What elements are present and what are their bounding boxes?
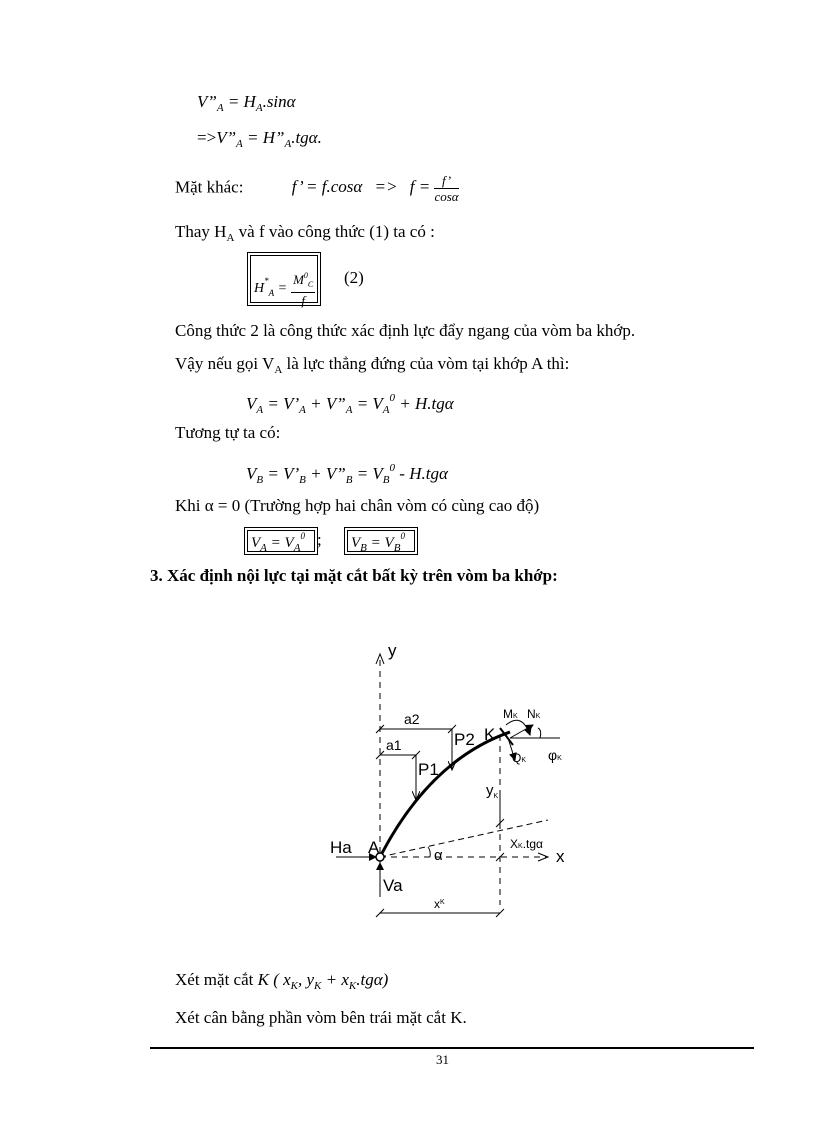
yk-label: $y_K$: [486, 782, 499, 800]
qk-label: QK: [512, 751, 527, 765]
fraction-f: $\frac{f’}{\cos\alpha}$: [434, 173, 459, 204]
text-xet-can-bang: Xét cân bằng phần vòm bên trái mặt cắt K.: [175, 1008, 467, 1027]
xk-label: $x^K$: [434, 897, 445, 911]
k-label: K: [484, 725, 496, 744]
ha-label: Ha: [330, 838, 352, 857]
a2-label: a2: [404, 711, 420, 727]
semicolon: ;: [317, 530, 322, 549]
phik-label: φK: [548, 747, 562, 763]
nk-label: NK: [527, 707, 541, 721]
alpha-label: α: [434, 847, 443, 864]
equation-label-2: (2): [344, 268, 364, 287]
xk-tg-label: XK.tgα: [510, 837, 543, 851]
p1-label: P1: [418, 760, 439, 779]
text-vay: Vậy nếu gọi $V_A$ là lực thẳng đứng của vòm tại khớp A thì:: [175, 354, 570, 376]
mat-khac-line: Mặt khác: f’ = f.cosα => f = $\frac{f’}{\cos\alpha}$: [175, 173, 459, 204]
text-tuong-tu: Tương tự ta có:: [175, 423, 281, 442]
x-axis-label: x: [556, 847, 565, 866]
equation-vb: $V_B$ = $V’_B$ + $V”_B = V_B^0 - H.tg\alpha$: [246, 462, 448, 486]
a1-label: a1: [386, 737, 402, 753]
text-xet-mat-cat: Xét mặt cắt K ( $x_K$, $y_K + x_K.tg\alpha$): [175, 970, 389, 992]
boxed-va: $V_A = V_A^0$: [247, 530, 315, 552]
mat-khac-label: Mặt khác:: [175, 177, 244, 197]
y-axis-label: y: [388, 641, 397, 660]
text-cong-thuc: Công thức 2 là công thức xác định lực đẩy ngang của vòm ba khớp.: [175, 321, 636, 340]
nk-arrow: [510, 725, 533, 738]
section-heading: 3. Xác định nội lực tại mặt cắt bất kỳ trên vòm ba khớp:: [150, 566, 558, 585]
equation-v-double-prime-tg: $=>V”_A$ = $H”_A.tg\alpha$.: [197, 128, 322, 150]
p2-label: P2: [454, 730, 475, 749]
boxed-equation-2: $H^*_A$ = $\frac{M^0_C}{f}$: [250, 255, 318, 303]
footer-rule: [150, 1047, 754, 1049]
thay-line: Thay $H_A$ và f vào công thức (1) ta có :: [175, 222, 435, 244]
equation-va: $V_A$ = $V’_A$ + $V”_A = V_A^0 + H.tg\alpha$: [246, 392, 454, 416]
a-label: A: [368, 838, 380, 857]
mk-label: MK: [503, 707, 518, 721]
text-khi: Khi α = 0 (Trường hợp hai chân vòm có cùng cao độ): [175, 496, 540, 515]
boxed-vb: $V_B = V_B^0$: [347, 530, 415, 552]
page-number: 31: [436, 1052, 449, 1067]
alpha-arc: [428, 847, 430, 857]
equation-v-double-prime: $V”_A = H_A.\sin\alpha$: [197, 92, 296, 114]
va-label: Va: [383, 876, 403, 895]
